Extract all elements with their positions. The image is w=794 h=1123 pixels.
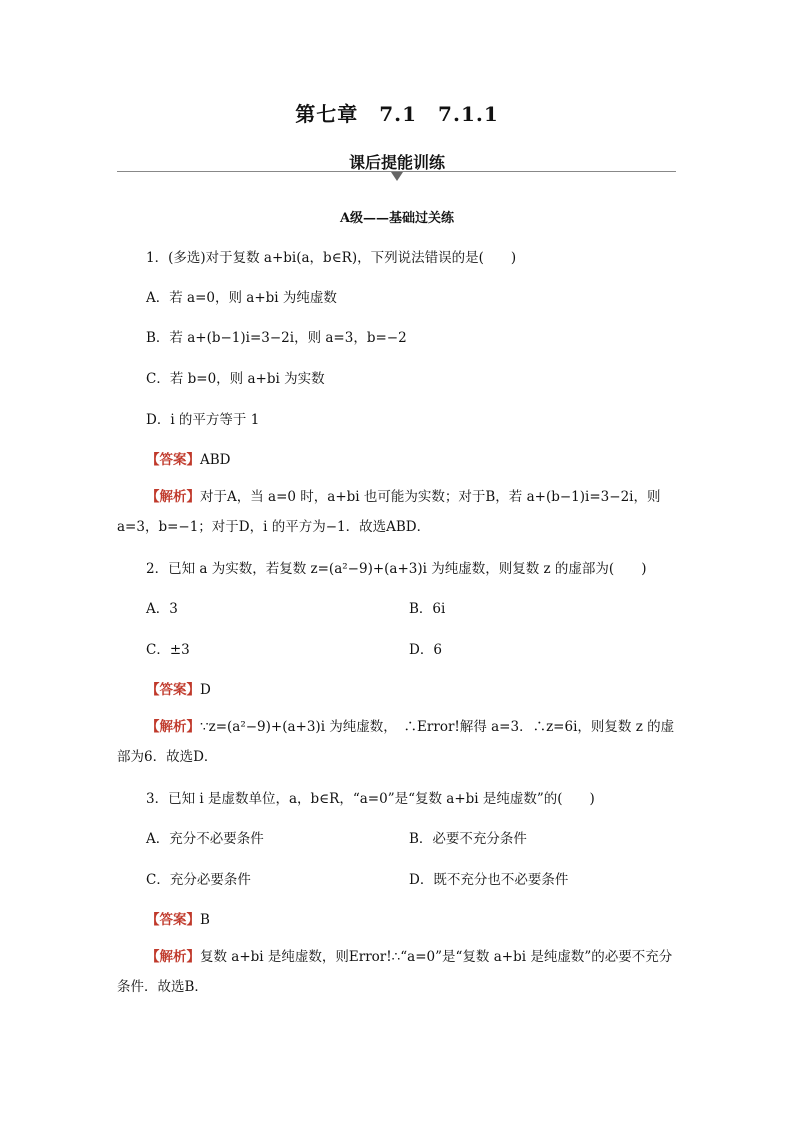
- section-subtitle: 课后提能训练: [348, 153, 445, 172]
- question-2-analysis: [117, 712, 679, 772]
- question-1-stem: 1．(多选)对于复数 a+bi(a，b∈R)，下列说法错误的是( ): [146, 250, 517, 266]
- question-3-option-c: C．充分必要条件: [146, 872, 251, 888]
- answer-label: 【答案】: [146, 912, 200, 928]
- question-2-option-b: B．6i: [409, 601, 446, 617]
- question-3-answer: [146, 908, 210, 928]
- question-3-option-b: B．必要不充分条件: [409, 831, 527, 847]
- question-3-analysis: [117, 942, 679, 1002]
- analysis-label: 【解析】: [146, 719, 200, 735]
- question-1-answer-value: ABD: [200, 452, 231, 468]
- question-3-stem: 3．已知 i 是虚数单位，a，b∈R，“a=0”是“复数 a+bi 是纯虚数”的( ): [146, 791, 595, 807]
- question-3-option-a: A．充分不必要条件: [146, 831, 264, 847]
- question-1-answer: [146, 448, 231, 468]
- answer-label: 【答案】: [146, 452, 200, 468]
- page-title: 第七章 7.1 7.1.1: [295, 102, 499, 126]
- question-2-stem: 2．已知 a 为实数，若复数 z=(a²−9)+(a+3)i 为纯虚数，则复数 z 的虚部为( ): [146, 561, 647, 577]
- question-1-option-b: B．若 a+(b−1)i=3−2i，则 a=3，b=−2: [146, 330, 407, 346]
- question-1-option-c: C．若 b=0，则 a+bi 为实数: [146, 371, 325, 387]
- question-3-answer-value: B: [200, 912, 210, 928]
- answer-label: 【答案】: [146, 682, 200, 698]
- question-1-analysis: [117, 482, 679, 542]
- down-triangle-icon: [391, 172, 403, 181]
- question-3-analysis-text: 复数 a+bi 是纯虚数，则Error!∴“a=0”是“复数 a+bi 是纯虚数”的必要不充分条件．故选B．: [117, 949, 673, 995]
- analysis-label: 【解析】: [146, 949, 200, 965]
- question-3-option-d: D．既不充分也不必要条件: [409, 872, 569, 888]
- analysis-label: 【解析】: [146, 489, 200, 505]
- question-1-analysis-text: 对于A，当 a=0 时，a+bi 也可能为实数；对于B，若 a+(b−1)i=3−2i，则 a=3，b=−1；对于D，i 的平方为−1．故选ABD．: [117, 489, 661, 535]
- question-1-option-a: A．若 a=0，则 a+bi 为纯虚数: [146, 290, 337, 306]
- question-2-option-a: A．3: [146, 601, 178, 617]
- question-2-answer: [146, 678, 211, 698]
- question-2-answer-value: D: [200, 682, 211, 698]
- question-2-option-c: C．±3: [146, 642, 190, 658]
- question-2-analysis-text: ∵z=(a²−9)+(a+3)i 为纯虚数， ∴Error!解得 a=3．∴z=6i，则复数 z 的虚部为6．故选D．: [117, 719, 675, 765]
- question-2-option-d: D．6: [409, 642, 442, 658]
- level-heading: A级——基础过关练: [339, 211, 455, 226]
- question-1-option-d: D．i 的平方等于 1: [146, 412, 260, 428]
